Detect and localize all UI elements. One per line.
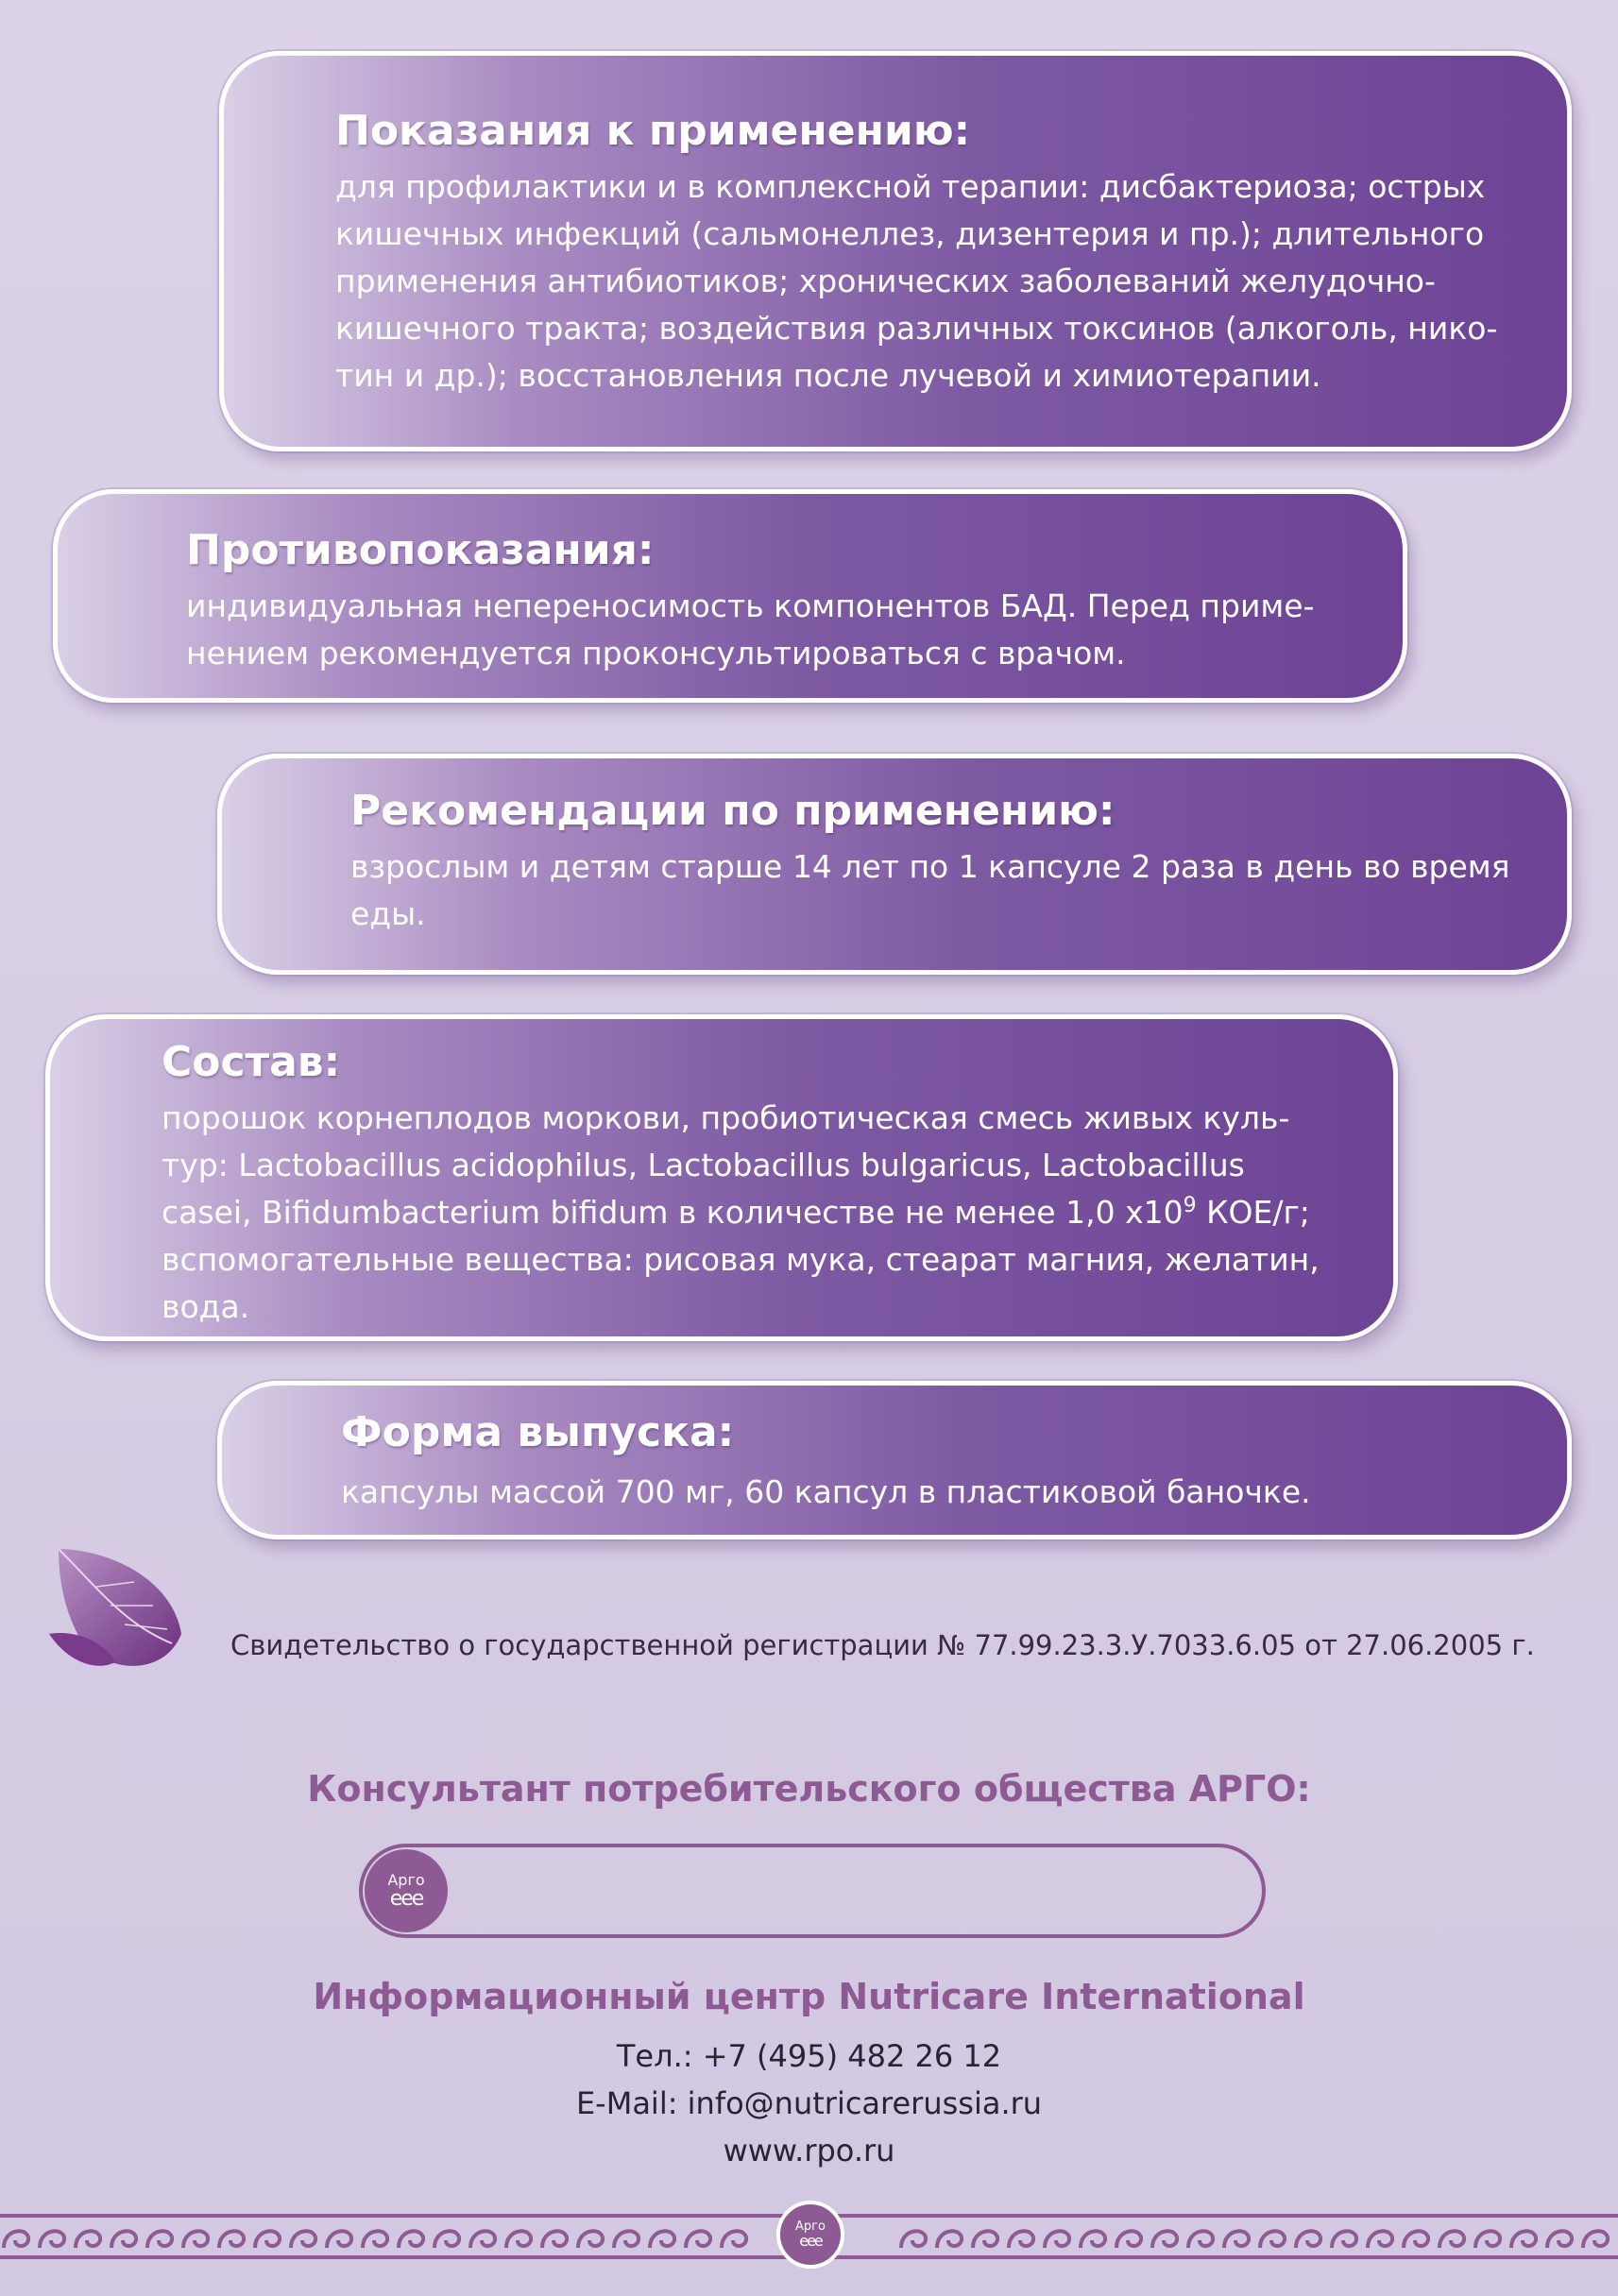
email-address: E-Mail: info@nutricarerussia.ru bbox=[575, 2085, 1043, 2121]
composition-text bbox=[162, 1095, 1346, 1331]
wave-ornament-curl bbox=[470, 2231, 495, 2248]
wave-ornament-curl bbox=[1188, 2231, 1213, 2248]
wave-ornament-curl bbox=[76, 2231, 100, 2248]
wave-ornament-curl bbox=[363, 2231, 387, 2248]
wave-ornament-curl bbox=[183, 2231, 208, 2248]
release-form-box bbox=[217, 1381, 1572, 1539]
text-line bbox=[162, 1194, 1310, 1231]
wave-ornament-curl bbox=[1152, 2231, 1177, 2248]
leaf-icon bbox=[40, 1539, 191, 1691]
text-line: нением рекомендуется проконсультироваться с врачом. bbox=[186, 635, 1126, 672]
wave-ornament-curl bbox=[1116, 2231, 1141, 2248]
wave-ornament-curl bbox=[399, 2231, 423, 2248]
wave-ornament-curl bbox=[111, 2231, 136, 2248]
text-line: еды. bbox=[350, 895, 426, 932]
recommendations-title: Рекомендации по применению: bbox=[350, 787, 1116, 835]
text-line: взрослым и детям старше 14 лет по 1 капсуле 2 раза в день во время bbox=[350, 848, 1510, 885]
wave-ornament-curl bbox=[1511, 2231, 1536, 2248]
phone-number: Тел.: +7 (495) 482 26 12 bbox=[616, 2038, 1002, 2074]
composition-box bbox=[45, 1014, 1398, 1341]
indications-title: Показания к применению: bbox=[335, 107, 971, 155]
argo-footer-logo bbox=[776, 2201, 844, 2269]
exponent: 9 bbox=[1183, 1194, 1197, 1217]
wave-ornament-curl bbox=[542, 2231, 567, 2248]
wave-icon: ееe bbox=[799, 2232, 822, 2250]
wave-ornament-curl bbox=[327, 2231, 351, 2248]
text-line: кишечного тракта; воздействия различных токсинов (алкоголь, нико- bbox=[335, 310, 1498, 347]
text-line: тин и др.); восстановления после лучевой и химиотерапии. bbox=[335, 357, 1321, 394]
text-line: индивидуальная непереносимость компонентов БАД. Перед приме- bbox=[186, 587, 1315, 624]
wave-ornament-curl bbox=[937, 2231, 962, 2248]
wave-ornament-curl bbox=[1332, 2231, 1356, 2248]
wave-ornament-curl bbox=[1583, 2231, 1608, 2248]
wave-ornament-curl bbox=[291, 2231, 315, 2248]
wave-ornament-curl bbox=[578, 2231, 603, 2248]
wave-ornament-curl bbox=[1260, 2231, 1285, 2248]
recommendations-text bbox=[350, 843, 1520, 938]
text-line: применения антибиотиков; хронических заболеваний желудочно- bbox=[335, 263, 1436, 299]
wave-ornament-curl bbox=[219, 2231, 244, 2248]
wave-ornament-curl bbox=[1547, 2231, 1572, 2248]
wave-ornament-curl bbox=[434, 2231, 459, 2248]
indications-text bbox=[335, 163, 1520, 400]
wave-ornament-curl bbox=[650, 2231, 674, 2248]
registration-certificate: Свидетельство о государственной регистрации № 77.99.23.3.У.7033.6.05 от 27.06.2005 г. bbox=[230, 1629, 1535, 1661]
contraindications-title: Противопоказания: bbox=[186, 526, 655, 574]
contraindications-text bbox=[186, 583, 1355, 677]
text-fragment: casei, Bifidumbacterium bifidum в количестве не менее 1,0 х10 bbox=[162, 1194, 1184, 1231]
text-line: капсулы массой 700 мг, 60 капсул в пластиковой баночке. bbox=[341, 1473, 1311, 1510]
wave-ornament-curl bbox=[973, 2231, 997, 2248]
text-line: порошок корнеплодов моркови, пробиотическая смесь живых куль- bbox=[162, 1099, 1290, 1136]
wave-ornament-curl bbox=[722, 2231, 746, 2248]
argo-logo-text: Арго bbox=[387, 1871, 425, 1889]
wave-ornament-curl bbox=[1439, 2231, 1464, 2248]
recommendations-box bbox=[217, 754, 1572, 975]
text-fragment: КОЕ/г; bbox=[1196, 1194, 1310, 1231]
text-line: тур: Lactobacillus acidophilus, Lactobacillus bulgaricus, Lactobacillus bbox=[162, 1147, 1245, 1183]
wave-ornament-curl bbox=[1404, 2231, 1428, 2248]
consultant-field bbox=[359, 1844, 1266, 1938]
wave-ornament-curl bbox=[686, 2231, 710, 2248]
text-line: вспомогательные вещества: рисовая мука, стеарат магния, желатин, bbox=[162, 1241, 1320, 1278]
release-form-text bbox=[341, 1469, 1520, 1516]
wave-ornament-curl bbox=[147, 2231, 172, 2248]
wave-ornament-curl bbox=[1045, 2231, 1069, 2248]
release-form-title: Форма выпуска: bbox=[341, 1408, 735, 1456]
argo-logo bbox=[365, 1849, 448, 1932]
consultant-title: Консультант потребительского общества АРГО: bbox=[307, 1768, 1311, 1810]
info-center-title: Информационный центр Nutricare International bbox=[313, 1976, 1305, 2017]
wave-ornament-curl bbox=[1475, 2231, 1500, 2248]
text-line: вода. bbox=[162, 1288, 250, 1325]
wave-ornament-curl bbox=[4, 2231, 28, 2248]
wave-ornament-curl bbox=[1224, 2231, 1249, 2248]
composition-title: Состав: bbox=[162, 1038, 341, 1086]
wave-icon: ееe bbox=[389, 1887, 423, 1911]
wave-ornament-curl bbox=[1368, 2231, 1392, 2248]
wave-ornament-curl bbox=[255, 2231, 280, 2248]
wave-ornament-curl bbox=[614, 2231, 639, 2248]
wave-ornament-curl bbox=[1009, 2231, 1033, 2248]
wave-ornament-curl bbox=[1296, 2231, 1320, 2248]
argo-logo-text: Арго bbox=[795, 2219, 826, 2234]
contraindications-box bbox=[53, 489, 1407, 703]
indications-box bbox=[219, 51, 1572, 451]
wave-ornament-curl bbox=[1081, 2231, 1105, 2248]
website-address: www.rpo.ru bbox=[723, 2133, 895, 2168]
wave-ornament-curl bbox=[901, 2231, 926, 2248]
text-line: для профилактики и в комплексной терапии: дисбактериоза; острых bbox=[335, 168, 1486, 205]
text-line: кишечных инфекций (сальмонеллез, дизентерия и пр.); длительного bbox=[335, 215, 1485, 252]
wave-ornament-curl bbox=[506, 2231, 531, 2248]
wave-ornament-curl bbox=[40, 2231, 64, 2248]
